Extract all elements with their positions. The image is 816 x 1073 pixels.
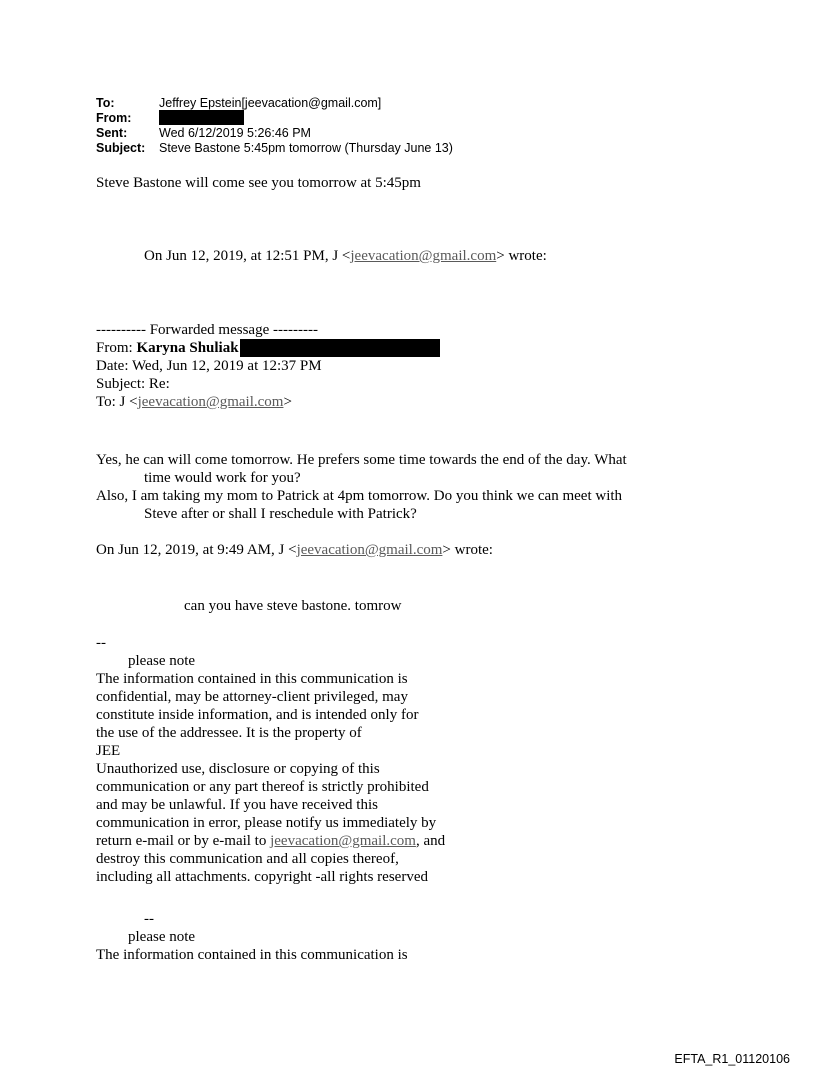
disclaimer-1-dashes: -- (96, 635, 106, 651)
fwd-subject: Subject: Re: (96, 376, 170, 392)
para-1-line-2: time would work for you? (144, 470, 301, 486)
disclaimer-1-email-line (96, 832, 445, 850)
quote-2-email-link[interactable]: jeevacation@gmail.com (296, 542, 443, 558)
disclaimer-1-line: Unauthorized use, disclosure or copying of this (96, 761, 380, 777)
disclaimer-1-line: constitute inside information, and is intended only for (96, 707, 419, 723)
fwd-date: Date: Wed, Jun 12, 2019 at 12:37 PM (96, 358, 322, 374)
email-header (96, 96, 453, 156)
body-line-1: Steve Bastone will come see you tomorrow at 5:45pm (96, 175, 421, 191)
request-line: can you have steve bastone. tomrow (184, 598, 402, 614)
fwd-to-suffix: > (283, 394, 292, 410)
sent-row (96, 126, 453, 141)
from-label: From: (96, 111, 132, 125)
fwd-from-redaction (240, 339, 440, 357)
fwd-from-row (96, 339, 440, 357)
quote-1-suffix: > wrote: (496, 248, 547, 264)
to-label: To: (96, 96, 115, 110)
para-2-line-1: Also, I am taking my mom to Patrick at 4pm tomorrow. Do you think we can meet with (96, 488, 623, 504)
fwd-to-row (96, 393, 292, 411)
disclaimer-2-line: The information contained in this communication is (96, 947, 408, 963)
quote-2-suffix: > wrote: (442, 542, 493, 558)
forwarded-marker: ---------- Forwarded message --------- (96, 322, 318, 338)
para-2-line-2: Steve after or shall I reschedule with Patrick? (144, 506, 417, 522)
quote-1-email-link[interactable]: jeevacation@gmail.com (350, 248, 497, 264)
subject-label: Subject: (96, 141, 146, 155)
document-id: EFTA_R1_01120106 (674, 1052, 790, 1066)
fwd-to-email-link[interactable]: jeevacation@gmail.com (137, 394, 284, 410)
fwd-from-label: From: (96, 340, 137, 356)
disclaimer-2-dashes: -- (144, 911, 154, 927)
disclaimer-1-email-link[interactable]: jeevacation@gmail.com (270, 833, 416, 849)
disclaimer-1-email-suffix: , and (415, 833, 446, 849)
to-row (96, 96, 453, 111)
disclaimer-1-email-prefix: return e-mail or by e-mail to (96, 833, 271, 849)
sent-label: Sent: (96, 126, 128, 140)
disclaimer-2-note: please note (128, 929, 196, 945)
fwd-from-name: Karyna Shuliak (136, 340, 239, 356)
disclaimer-1-line: and may be unlawful. If you have received this (96, 797, 378, 813)
quote-1-header (144, 247, 547, 265)
disclaimer-1-line: communication or any part thereof is strictly prohibited (96, 779, 429, 795)
disclaimer-1-line: The information contained in this communication is (96, 671, 408, 687)
from-redaction (159, 110, 244, 125)
quote-2-prefix: On Jun 12, 2019, at 9:49 AM, J < (96, 542, 297, 558)
disclaimer-1-line: confidential, may be attorney-client privileged, may (96, 689, 408, 705)
disclaimer-1-line: the use of the addressee. It is the property of (96, 725, 362, 741)
from-row (96, 111, 453, 126)
disclaimer-1-line: including all attachments. copyright -all rights reserved (96, 869, 428, 885)
sent-value: Wed 6/12/2019 5:26:46 PM (159, 126, 311, 140)
subject-row (96, 141, 453, 156)
disclaimer-1-line: destroy this communication and all copies thereof, (96, 851, 399, 867)
para-1-line-1: Yes, he can will come tomorrow. He prefers some time towards the end of the day. What (96, 452, 627, 468)
to-value: Jeffrey Epstein[jeevacation@gmail.com] (159, 96, 382, 110)
quote-2-header (96, 541, 493, 559)
disclaimer-1-line: JEE (96, 743, 121, 759)
fwd-to-prefix: To: J < (96, 394, 138, 410)
quote-1-prefix: On Jun 12, 2019, at 12:51 PM, J < (144, 248, 351, 264)
disclaimer-1-note: please note (128, 653, 196, 669)
subject-value: Steve Bastone 5:45pm tomorrow (Thursday June 13) (159, 141, 453, 155)
disclaimer-1-line: communication in error, please notify us immediately by (96, 815, 437, 831)
